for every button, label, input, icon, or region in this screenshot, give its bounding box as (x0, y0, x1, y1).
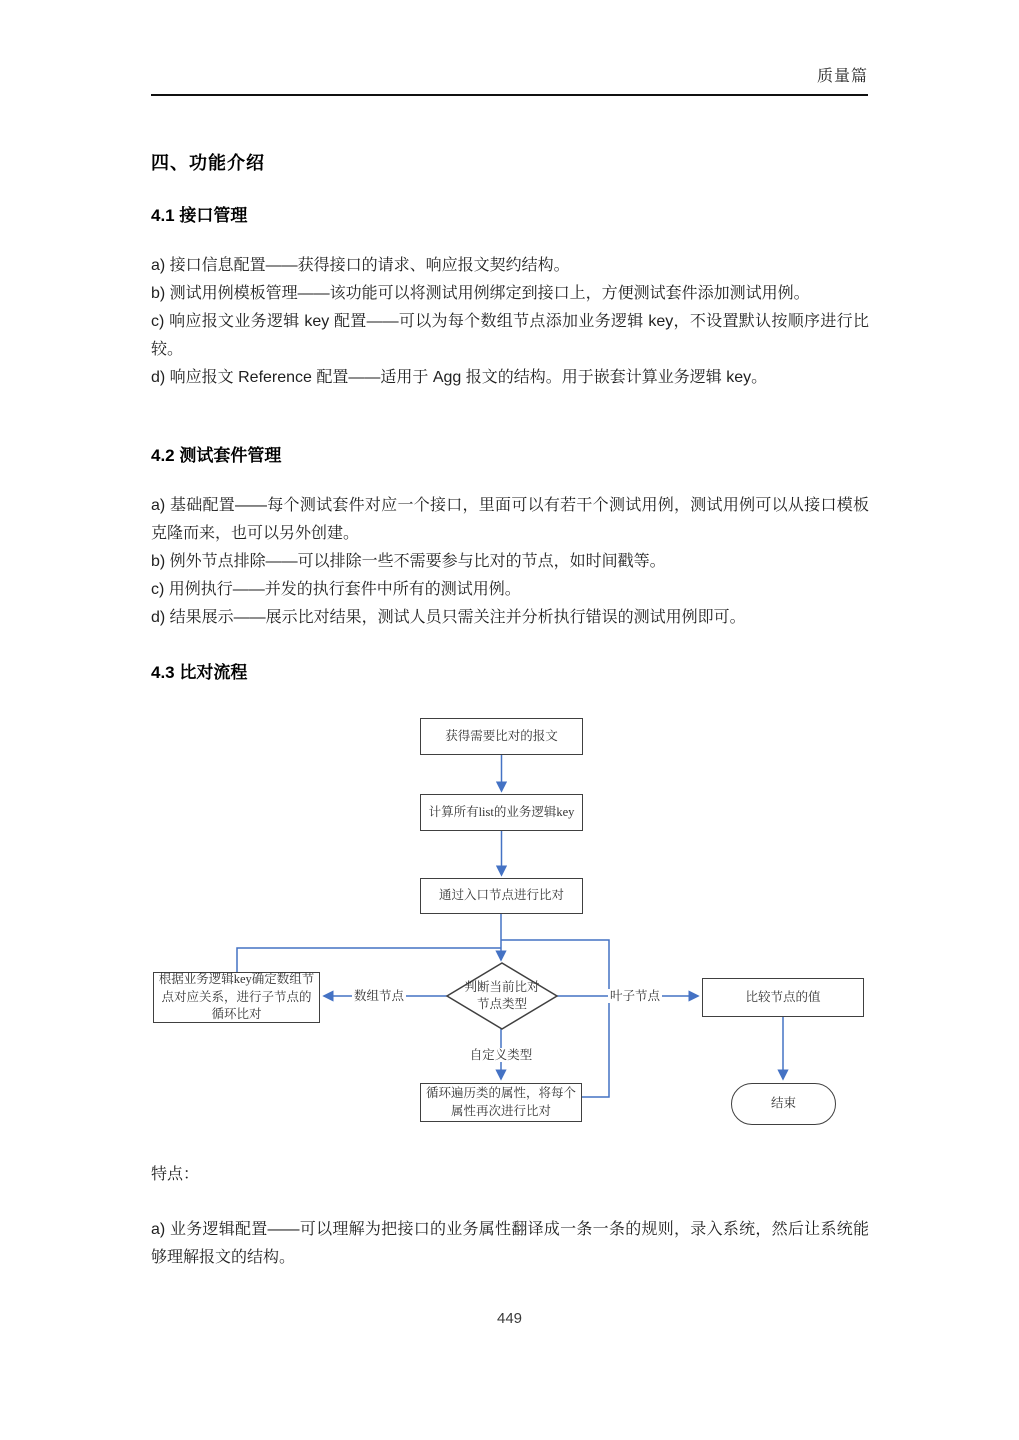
edge-label-leaf-node: 叶子节点 (609, 989, 661, 1003)
section-4-2-body (151, 492, 869, 632)
list-item-4-1-c: c) 响应报文业务逻辑 key 配置——可以为每个数组节点添加业务逻辑 key，不设置默认按顺序进行比较。 (151, 313, 869, 358)
list-item-4-1-d: d) 响应报文 Reference 配置——适用于 Agg 报文的结构。用于嵌套计算业务逻辑 key。 (151, 369, 768, 386)
list-item-4-2-b: b) 例外节点排除——可以排除一些不需要参与比对的节点，如时间戳等。 (151, 553, 666, 570)
section-heading-4-2: 4.2 测试套件管理 (151, 446, 282, 465)
flow-end-terminator: 结束 (731, 1083, 836, 1125)
edge-label-array-node: 数组节点 (353, 989, 405, 1003)
flow-decision-label: 判断当前比对节点类型 (464, 980, 540, 1011)
flow-custom-branch-box: 循环遍历类的属性，将每个属性再次进行比对 (420, 1083, 582, 1122)
list-item-4-2-a: a) 基础配置——每个测试套件对应一个接口，里面可以有若干个测试用例，测试用例可以从接口模板克隆而来，也可以另外创建。 (151, 497, 869, 542)
page-number: 449 (496, 1310, 523, 1327)
flowchart-connectors (140, 700, 880, 1140)
features-body (151, 1216, 869, 1272)
section-4-1-body (151, 252, 869, 392)
flow-leaf-branch-box: 比较节点的值 (702, 978, 864, 1017)
section-heading-main: 四、功能介绍 (151, 153, 265, 173)
flow-start-box: 获得需要比对的报文 (420, 718, 583, 755)
list-item-4-2-c: c) 用例执行——并发的执行套件中所有的测试用例。 (151, 581, 521, 598)
section-heading-4-3: 4.3 比对流程 (151, 663, 248, 682)
flow-calc-keys-box: 计算所有list的业务逻辑key (420, 794, 583, 831)
running-header-title: 质量篇 (816, 68, 868, 85)
list-item-4-1-b: b) 测试用例模板管理——该功能可以将测试用例绑定到接口上，方便测试套件添加测试用例。 (151, 285, 810, 302)
edge-label-custom-type: 自定义类型 (469, 1048, 533, 1062)
features-label: 特点： (151, 1166, 200, 1183)
list-item-4-2-d: d) 结果展示——展示比对结果，测试人员只需关注并分析执行错误的测试用例即可。 (151, 609, 746, 626)
section-heading-4-1: 4.1 接口管理 (151, 206, 248, 225)
flow-loop-array-connector (237, 948, 501, 972)
comparison-flowchart (140, 700, 880, 1140)
features-item-a: a) 业务逻辑配置——可以理解为把接口的业务属性翻译成一条一条的规则，录入系统，然后让系统能够理解报文的结构。 (151, 1221, 869, 1266)
flow-array-branch-box: 根据业务逻辑key确定数组节点对应关系，进行子节点的循环比对 (153, 972, 320, 1023)
header-rule (151, 94, 868, 96)
flow-entry-compare-box: 通过入口节点进行比对 (420, 878, 583, 914)
list-item-4-1-a: a) 接口信息配置——获得接口的请求、响应报文契约结构。 (151, 257, 570, 274)
